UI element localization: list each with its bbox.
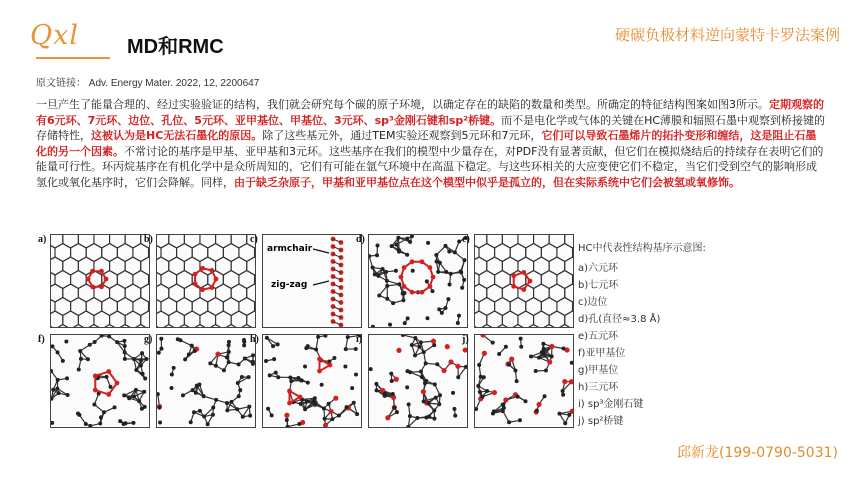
- contact-info: 邱新龙(199-0790-5031): [676, 445, 838, 461]
- figure-panel: [50, 234, 150, 328]
- figure-panel-label: d): [356, 234, 365, 245]
- figure-panel: [474, 334, 574, 428]
- legend-item: a)六元环: [578, 263, 619, 274]
- legend-item: c)边位: [578, 297, 608, 308]
- figure-panel: [50, 334, 153, 428]
- header-subtitle: 硬碳负极材料逆向蒙特卡罗法案例: [614, 26, 840, 44]
- logo: [30, 20, 114, 62]
- figure-panel-label: h): [250, 334, 259, 345]
- figure-panel-label: e): [462, 234, 470, 245]
- figure-panel-label: j): [462, 334, 469, 345]
- figure-panel-label: b): [144, 234, 153, 245]
- paragraph-text: 一旦产生了能量合理的、经过实验验证的结构，我们就会研究每个碳的原子环境，以确定存在的缺陷的数量和类型。所确定的特征结构图案如图3所示。: [36, 98, 769, 111]
- figure-panel: [262, 234, 362, 328]
- legend-item: b)七元环: [578, 280, 619, 291]
- body-paragraph: [36, 97, 826, 191]
- zigzag-label: zig-zag: [271, 280, 308, 290]
- source-link[interactable]: 原文链接： Adv. Energy Mater. 2022, 12, 2200647: [36, 78, 260, 89]
- armchair-label: armchair: [267, 244, 313, 254]
- figure-3: [36, 232, 574, 428]
- page-title: MD和RMC: [127, 36, 224, 58]
- paragraph-text: 不常讨论的基序是甲基、亚甲基和3元环。这些基序在我们的模型中少量存在，对PDF没有显著贡献，但它们在模拟烧结后的持续存在表明它们的能量可行性。环丙烷基序在有机化学中是众所周知的，它们有可能在氩气环境中在高温下稳定。与这些环相关的大应变使它们不稳定，当它们受到空气的影响形成氢化或氧化基序时，它们会降解。同样，: [36, 144, 824, 189]
- legend-item: j) sp²桥键: [578, 416, 624, 427]
- legend-title: HC中代表性结构基序示意图:: [578, 243, 706, 254]
- logo-text: Qxl: [30, 20, 79, 51]
- legend-item: e)五元环: [578, 331, 619, 342]
- figure-panel: [368, 234, 468, 328]
- highlighted-text: 它们可以导致石墨烯片的拓扑变形和缠结，这是阻止石墨化的另一个因素。: [36, 129, 817, 158]
- legend-item: g)甲基位: [578, 365, 619, 376]
- legend-item: d)孔(直径≈3.8 Å): [578, 314, 661, 325]
- figure-panel: [474, 234, 574, 328]
- paragraph-text: 而不是电化学或气体的关键在HC薄膜和辐照石墨中观察到桥接键的存储特性，: [36, 113, 826, 143]
- figure-panel: [156, 234, 256, 328]
- legend-item: f)亚甲基位: [578, 348, 626, 359]
- highlighted-text: 定期观察的有6元环、7元环、边位、孔位、5元环、亚甲基位、甲基位、3元环、sp³金刚石键和sp²桥键。: [36, 98, 824, 127]
- figure-panel-label: f): [38, 334, 45, 345]
- paragraph-text: 除了这些基元外，通过TEM实验还观察到5元环和7元环，: [262, 129, 542, 143]
- highlighted-text: 这被认为是HC无法石墨化的原因。: [91, 129, 263, 143]
- figure-panel: [156, 334, 256, 428]
- figure-panel-label: c): [250, 234, 258, 245]
- highlighted-text: 由于缺乏杂原子，甲基和亚甲基位点在这个模型中似乎是孤立的，但在实际系统中它们会被氢或氧修饰。: [234, 175, 740, 189]
- figure-legend: [578, 240, 838, 430]
- figure-panel: [368, 334, 468, 428]
- legend-item: i) sp³金刚石键: [578, 399, 644, 410]
- legend-item: h)三元环: [578, 382, 619, 393]
- figure-panel-label: a): [38, 234, 47, 245]
- figure-panel-label: g): [144, 334, 153, 345]
- figure-panel: [262, 334, 362, 428]
- figure-panel-label: i): [356, 334, 363, 345]
- logo-underline: [36, 57, 110, 59]
